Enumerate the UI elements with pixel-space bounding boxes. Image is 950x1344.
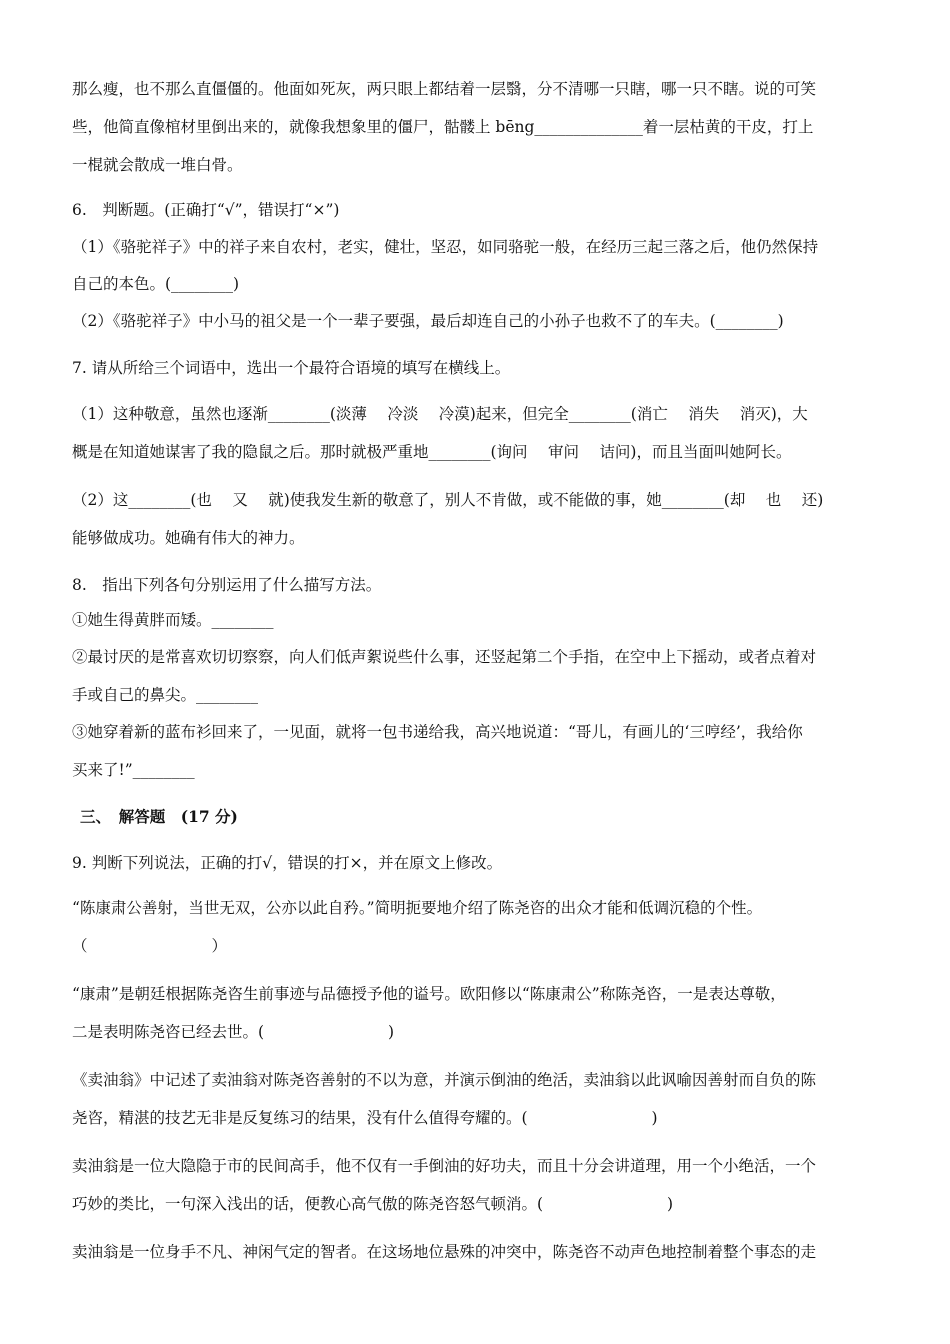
question-7-item-2-cont: 能够做成功。她确有伟大的神力。 — [72, 529, 305, 547]
question-8-sentence-2-cont: 手或自己的鼻尖。________ — [72, 686, 259, 704]
question-6-item-1-cont: 自己的本色。(________) — [72, 275, 240, 293]
statement-a: “陈康肃公善射，当世无双，公亦以此自矜。”简明扼要地介绍了陈尧咨的出众才能和低调沉稳的个性。 — [72, 899, 763, 917]
passage-line: 一棍就会散成一堆白骨。 — [72, 156, 243, 174]
statement-a-answer: （ ） — [72, 937, 228, 955]
statement-d-cont: 巧妙的类比，一句深入浅出的话，便教心高气傲的陈尧咨怒气顿消。( ) — [72, 1195, 674, 1213]
statement-b-cont: 二是表明陈尧咨已经去世。( ) — [72, 1023, 395, 1041]
question-6-title: 6. 判断题。(正确打“√”，错误打“×”) — [72, 201, 340, 219]
statement-c: 《卖油翁》中记述了卖油翁对陈尧咨善射的不以为意，并演示倒油的绝活，卖油翁以此讽喻因善射而自负的陈 — [72, 1071, 817, 1089]
statement-d: 卖油翁是一位大隐隐于市的民间高手，他不仅有一手倒油的好功夫，而且十分会讲道理，用一个小绝活，一个 — [72, 1157, 817, 1175]
statement-c-cont: 尧咨，精湛的技艺无非是反复练习的结果，没有什么值得夸耀的。( ) — [72, 1109, 658, 1127]
question-6-item-2: （2）《骆驼祥子》中小马的祖父是一个一辈子要强，最后却连自己的小孙子也救不了的车夫。(________) — [72, 312, 784, 330]
question-8-sentence-1: ①她生得黄胖而矮。________ — [72, 611, 274, 629]
question-7-item-2: （2）这________(也 又 就)使我发生新的敬意了，别人不肯做，或不能做的事，她________(却 也 还) — [72, 491, 824, 509]
question-8-sentence-3-cont: 买来了!”________ — [72, 761, 195, 779]
question-7-title: 7. 请从所给三个词语中，选出一个最符合语境的填写在横线上。 — [72, 359, 511, 377]
question-7-item-1: （1）这种敬意，虽然也逐渐________(淡薄 冷淡 冷漠)起来，但完全________(消亡 消失 消灭)，大 — [72, 405, 808, 423]
passage-line: 些，他简直像棺材里倒出来的，就像我想象里的僵尸，骷髅上 bēng______________着一层枯黄的干皮，打上 — [72, 118, 814, 136]
statement-e: 卖油翁是一位身手不凡、神闲气定的智者。在这场地位悬殊的冲突中，陈尧咨不动声色地控制着整个事态的走 — [72, 1243, 817, 1261]
question-8-sentence-2: ②最讨厌的是常喜欢切切察察，向人们低声絮说些什么事，还竖起第二个手指，在空中上下摇动，或者点着对 — [72, 648, 817, 666]
question-9-title: 9. 判断下列说法，正确的打√，错误的打×，并在原文上修改。 — [72, 854, 503, 872]
section-heading: 三、 解答题 (17 分) — [80, 807, 238, 826]
passage-line: 那么瘦，也不那么直僵僵的。他面如死灰，两只眼上都结着一层翳，分不清哪一只瞎，哪一只不瞎。说的可笑 — [72, 80, 817, 98]
question-8-sentence-3: ③她穿着新的蓝布衫回来了，一见面，就将一包书递给我，高兴地说道：“哥儿，有画儿的‘三哼经’，我给你 — [72, 723, 803, 741]
statement-b: “康肃”是朝廷根据陈尧咨生前事迹与品德授予他的谥号。欧阳修以“陈康肃公”称陈尧咨，一是表达尊敬， — [72, 985, 786, 1003]
question-8-title: 8. 指出下列各句分别运用了什么描写方法。 — [72, 576, 382, 594]
question-7-item-1-cont: 概是在知道她谋害了我的隐鼠之后。那时就极严重地________(询问 审问 诘问)，而且当面叫她阿长。 — [72, 443, 792, 461]
question-6-item-1: （1）《骆驼祥子》中的祥子来自农村，老实，健壮，坚忍，如同骆驼一般，在经历三起三落之后，他仍然保持 — [72, 238, 819, 256]
